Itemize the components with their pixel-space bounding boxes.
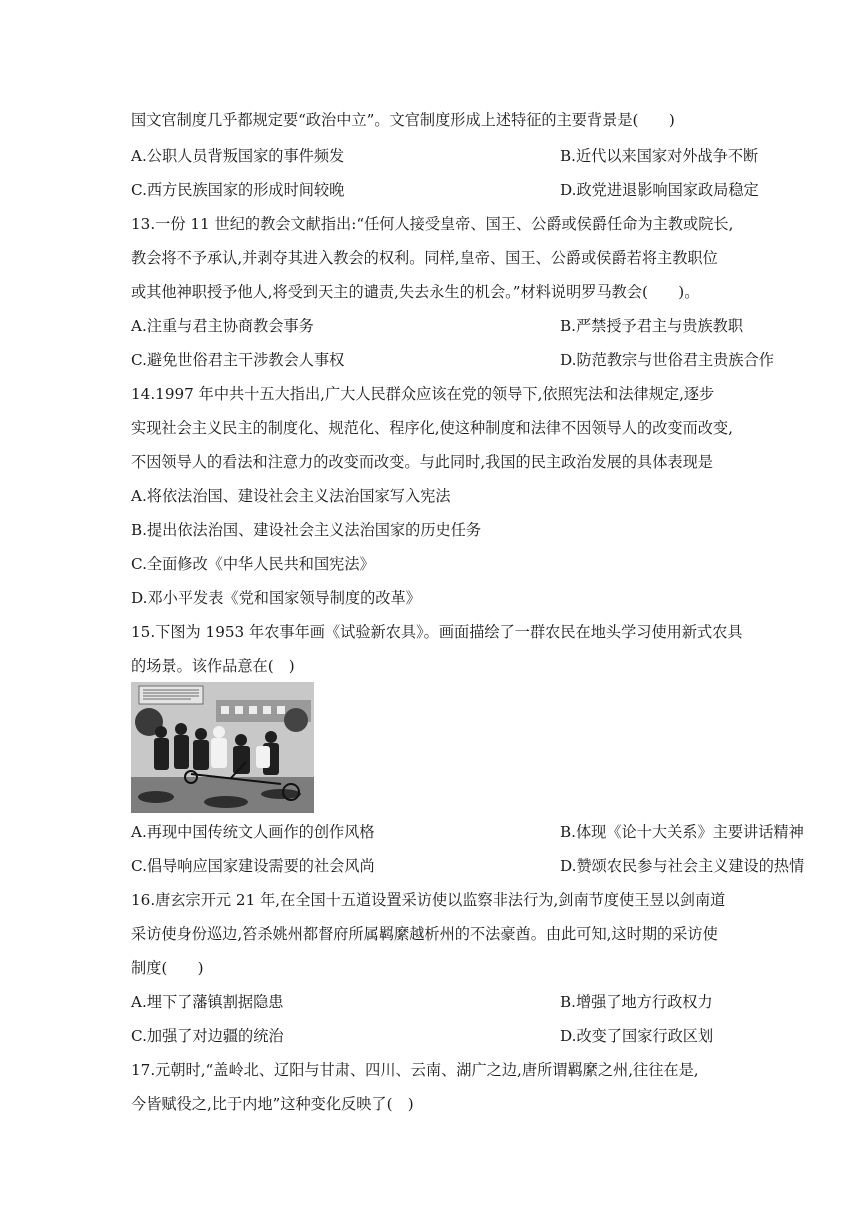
q16-options-row-1 — [131, 992, 750, 1012]
q15-options-row-1 — [131, 822, 804, 842]
q17-stem-line-1: 17.元朝时,“盖岭北、辽阳与甘肃、四川、云南、湖广之边,唐所谓羁縻之州,往往在是, — [131, 1061, 699, 1079]
q13-option-c[interactable]: C.避免世俗君主干涉教会人事权 — [131, 351, 345, 369]
q13-options-row-2 — [131, 350, 774, 370]
q14-stem-line-1: 14.1997 年中共十五大指出,广大人民群众应该在党的领导下,依照宪法和法律规定,逐步 — [131, 385, 715, 403]
q14-stem-line-2: 实现社会主义民主的制度化、规范化、程序化,使这种制度和法律不因领导人的改变而改变, — [131, 419, 733, 437]
q16-option-b[interactable]: B.增强了地方行政权力 — [560, 993, 713, 1011]
q14-stem-line-3: 不因领导人的看法和注意力的改变而改变。与此同时,我国的民主政治发展的具体表现是 — [131, 453, 713, 471]
q12-options-row-2 — [131, 180, 759, 200]
q12-options-row-1 — [131, 146, 759, 166]
q16-stem-line-2: 采访使身份巡边,笞杀姚州都督府所属羁縻越析州的不法豪酋。由此可知,这时期的采访使 — [131, 925, 718, 943]
q15-option-a[interactable]: A.再现中国传统文人画作的创作风格 — [131, 823, 375, 841]
q15-stem-line-1: 15.下图为 1953 年农事年画《试验新农具》。画面描绘了一群农民在地头学习使用新式农具 — [131, 623, 743, 641]
q16-stem-line-3: 制度( ) — [131, 959, 204, 977]
q14-option-c[interactable]: C.全面修改《中华人民共和国宪法》 — [131, 555, 375, 573]
q15-options-row-2 — [131, 856, 805, 876]
q13-option-d[interactable]: D.防范教宗与世俗君主贵族合作 — [560, 351, 774, 369]
q12-option-b[interactable]: B.近代以来国家对外战争不断 — [560, 147, 759, 165]
q15-option-c[interactable]: C.倡导响应国家建设需要的社会风尚 — [131, 857, 375, 875]
new-farm-tools-painting — [131, 682, 314, 813]
q13-option-a[interactable]: A.注重与君主协商教会事务 — [131, 317, 314, 335]
q16-stem-line-1: 16.唐玄宗开元 21 年,在全国十五道设置采访使以监察非法行为,剑南节度使王昱以剑南道 — [131, 891, 726, 909]
q14-option-a[interactable]: A.将依法治国、建设社会主义法治国家写入宪法 — [131, 487, 451, 505]
q12-option-d[interactable]: D.政党进退影响国家政局稳定 — [560, 181, 759, 199]
q16-option-a[interactable]: A.埋下了藩镇割据隐患 — [131, 993, 284, 1011]
q16-option-d[interactable]: D.改变了国家行政区划 — [560, 1027, 714, 1045]
q13-stem-line-1: 13.一份 11 世纪的教会文献指出:“任何人接受皇帝、国王、公爵或侯爵任命为主教或院长, — [131, 215, 734, 233]
q13-options-row-1 — [131, 316, 750, 336]
q17-stem-line-2: 今皆赋役之,比于内地”这种变化反映了( ) — [131, 1095, 414, 1113]
q12-option-c[interactable]: C.西方民族国家的形成时间较晚 — [131, 181, 345, 199]
q13-stem-line-3: 或其他神职授予他人,将受到天主的谴责,失去永生的机会。”材料说明罗马教会( )。 — [131, 283, 700, 301]
q14-option-b[interactable]: B.提出依法治国、建设社会主义法治国家的历史任务 — [131, 521, 482, 539]
q16-option-c[interactable]: C.加强了对边疆的统治 — [131, 1027, 284, 1045]
q13-option-b[interactable]: B.严禁授予君主与贵族教职 — [560, 317, 744, 335]
q12-stem-tail: 国文官制度几乎都规定要“政治中立”。文官制度形成上述特征的主要背景是( ) — [131, 111, 675, 129]
q14-option-d[interactable]: D.邓小平发表《党和国家领导制度的改革》 — [131, 589, 421, 607]
q16-options-row-2 — [131, 1026, 750, 1046]
q12-option-a[interactable]: A.公职人员背叛国家的事件频发 — [131, 147, 345, 165]
q13-stem-line-2: 教会将不予承认,并剥夺其进入教会的权利。同样,皇帝、国王、公爵或侯爵若将主教职位 — [131, 249, 718, 267]
q15-option-d[interactable]: D.赞颂农民参与社会主义建设的热情 — [560, 857, 805, 875]
q15-option-b[interactable]: B.体现《论十大关系》主要讲话精神 — [560, 823, 804, 841]
q15-stem-line-2: 的场景。该作品意在( ) — [131, 657, 295, 675]
